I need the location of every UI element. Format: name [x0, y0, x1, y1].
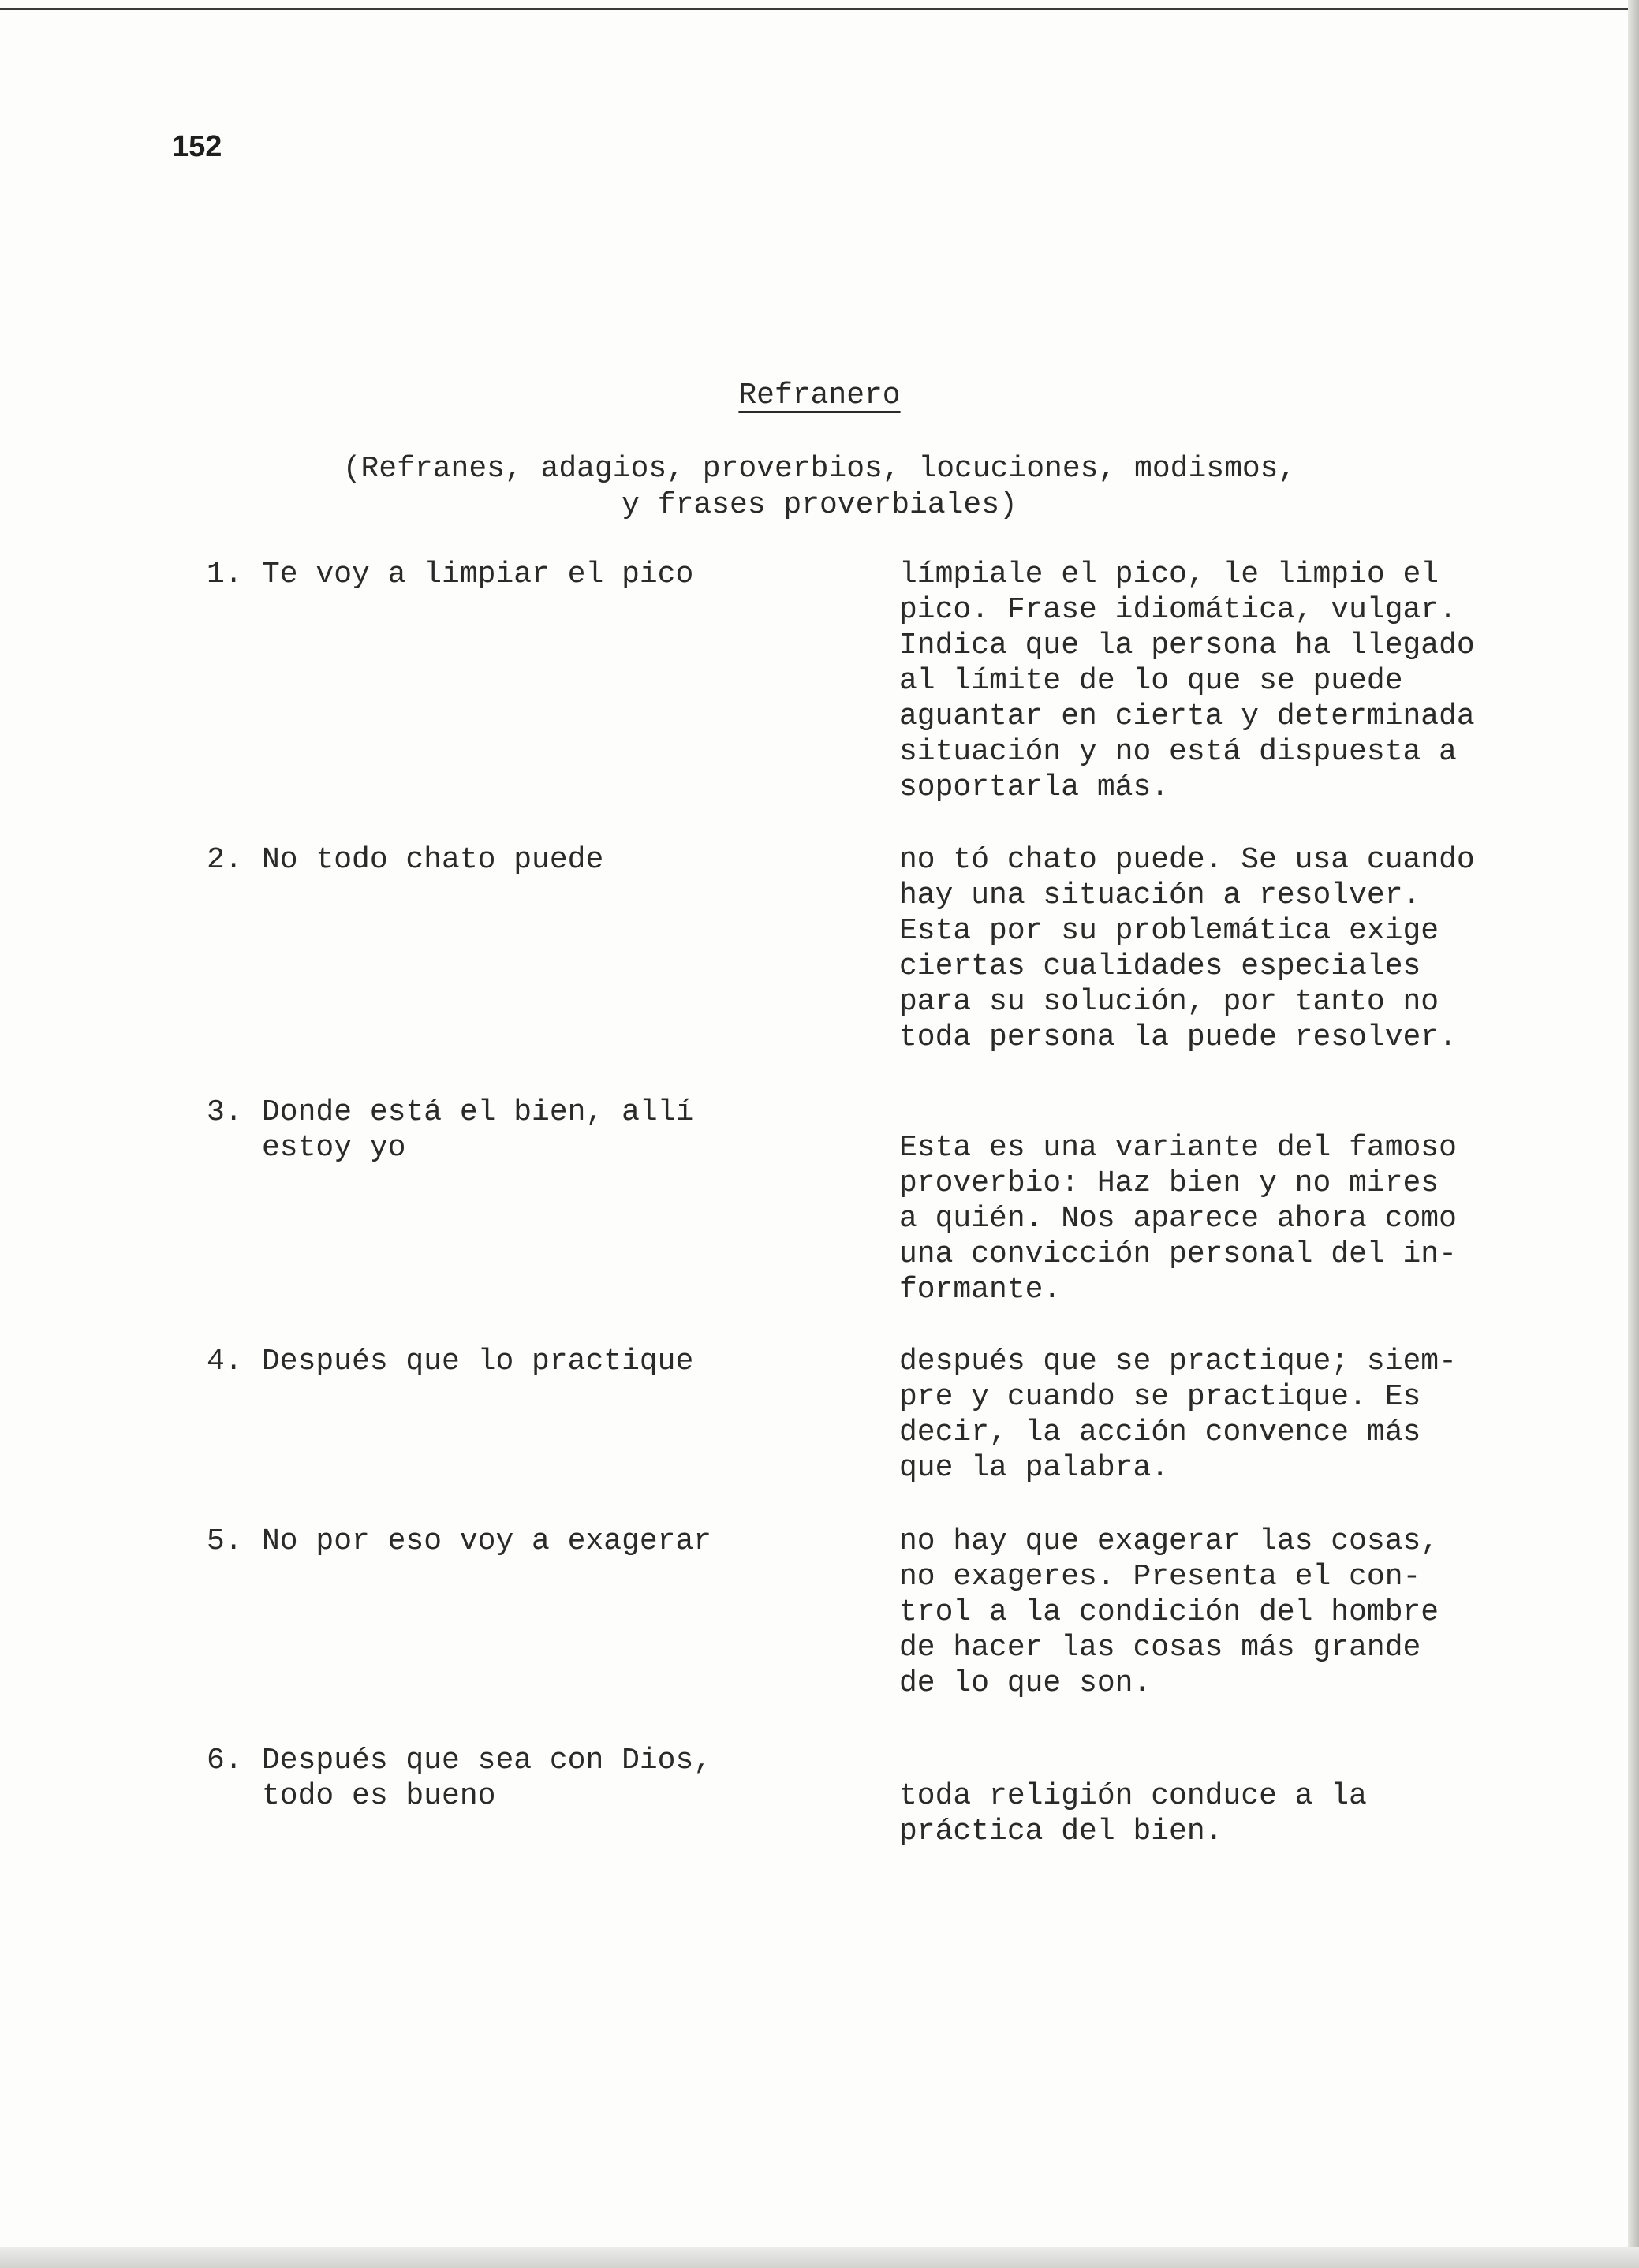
entry-number: 6.: [207, 1744, 243, 1777]
entry-meaning: límpiale el pico, le limpio el pico. Frase idiomática, vulgar. Indica que la persona ha llegado al límite de lo que se puede aguantar en cierta y determinada situación y no está dispuesta a soportarla más.: [899, 558, 1475, 804]
subtitle-line: (Refranes, adagios, proverbios, locuciones, modismos,: [342, 452, 1297, 486]
entry-number: 3.: [207, 1095, 243, 1129]
page-number: 152: [172, 130, 222, 163]
entry-number: 4.: [207, 1345, 243, 1378]
page-edge-bottom: [0, 2247, 1639, 2268]
entry-phrase: No por eso voy a exagerar: [262, 1524, 712, 1558]
page-title: [0, 377, 1639, 415]
entry-phrase: No todo chato puede: [262, 843, 604, 877]
entry-meaning: no hay que exagerar las cosas, no exageres. Presenta el con- trol a la condición del hombre de hacer las cosas más grande de lo que son.: [899, 1524, 1439, 1700]
entry-phrase: Después que sea con Dios, todo es bueno: [262, 1744, 712, 1813]
page-title-text: Refranero: [738, 379, 901, 412]
entry-phrase: Donde está el bien, allí estoy yo: [262, 1095, 694, 1165]
entry-phrase: Te voy a limpiar el pico: [262, 558, 694, 591]
page-edge-right: [1628, 0, 1639, 2268]
entry-number: 2.: [207, 843, 243, 877]
entry-number: 1.: [207, 558, 243, 591]
top-rule: [0, 8, 1639, 10]
entry-meaning: después que se practique; siem- pre y cuando se practique. Es decir, la acción convence más que la palabra.: [899, 1345, 1457, 1485]
entry-meaning: no tó chato puede. Se usa cuando hay una situación a resolver. Esta por su problemática exige ciertas cualidades especiales para su solución, por tanto no toda persona la puede resolver.: [899, 843, 1475, 1054]
entry-phrase: Después que lo practique: [262, 1345, 694, 1378]
page-subtitle: [0, 451, 1639, 524]
entry-meaning: Esta es una variante del famoso proverbio: Haz bien y no mires a quién. Nos aparece ahora como una convicción personal del in- formante.: [899, 1131, 1457, 1307]
entry-number: 5.: [207, 1524, 243, 1558]
entry-meaning: toda religión conduce a la práctica del bien.: [899, 1779, 1367, 1848]
subtitle-line: y frases proverbiales): [622, 488, 1017, 522]
